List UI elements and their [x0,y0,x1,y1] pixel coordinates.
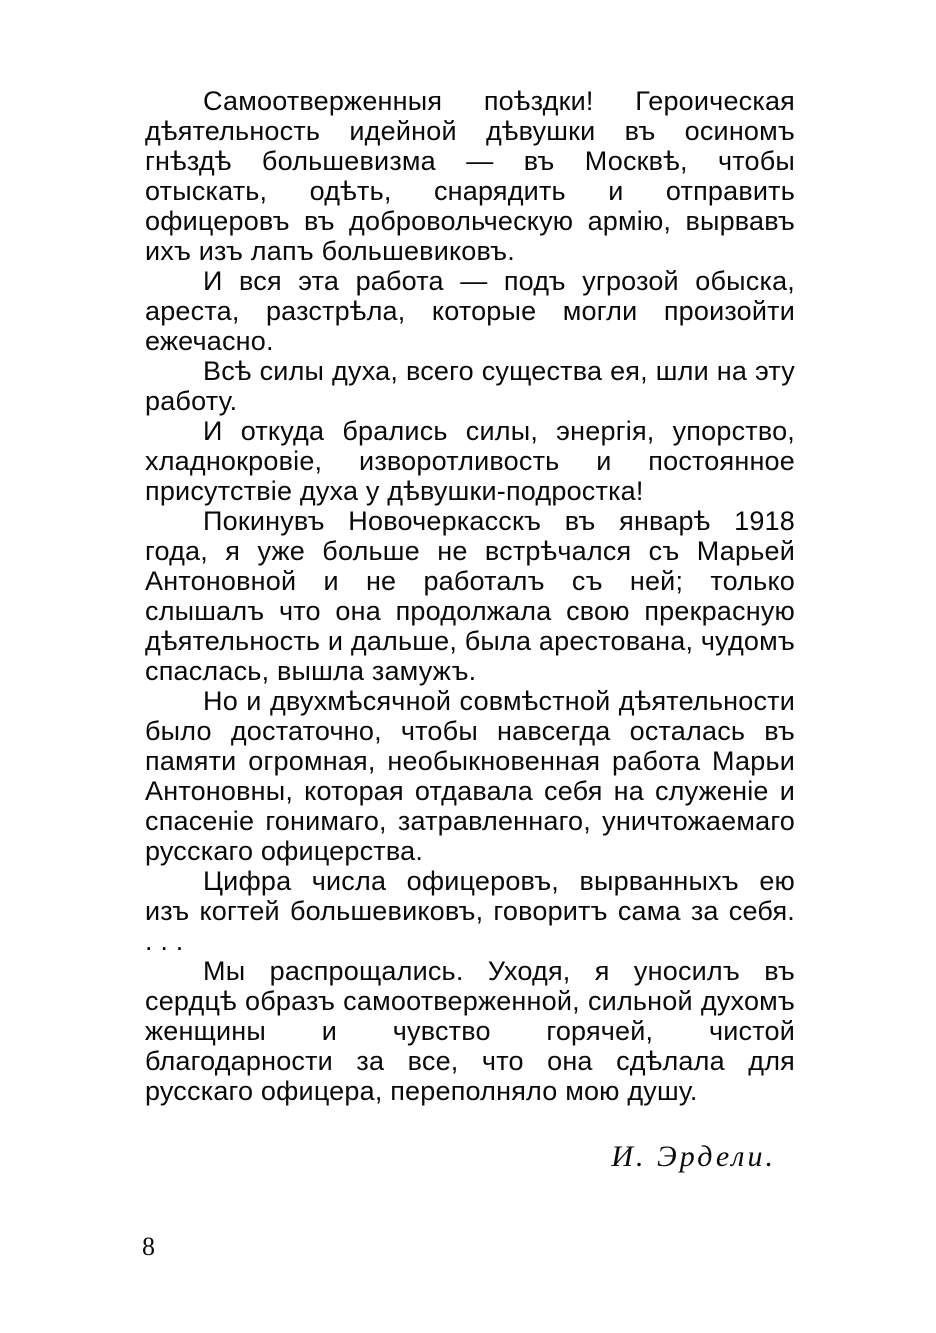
paragraph: Мы распрощались. Уходя, я уносилъ въ сердцѣ образъ самоотверженной, сильной духомъ женщины и чувство горячей, чистой благодарности за все, что она сдѣлала для русскаго офицера, переполняло мою душу. [145,956,795,1106]
paragraph: Самоотверженныя поѣздки! Героическая дѣятельность идейной дѣвушки въ осиномъ гнѣздѣ большевизма — въ Москвѣ, чтобы отыскать, одѣть, снарядить и отправить офицеровъ въ добровольческую армію, вырвавъ ихъ изъ лапъ большевиковъ. [145,86,795,266]
body-text [145,86,795,1106]
author-signature: И. Эрдели. [611,1140,776,1173]
paragraph: Покинувъ Новочеркасскъ въ январѣ 1918 года, я уже больше не встрѣчался съ Марьей Антоновной и не работалъ съ ней; только слышалъ что она продолжала свою прекрасную дѣятельность и дальше, была арестована, чудомъ спаслась, вышла замужъ. [145,506,795,686]
page-number: 8 [142,1232,155,1261]
paragraph: Цифра числа офицеровъ, вырванныхъ ею изъ когтей большевиковъ, говоритъ сама за себя. . . . [145,866,795,956]
paragraph: И вся эта работа — подъ угрозой обыска, ареста, разстрѣла, которые могли произойти ежечасно. [145,266,795,356]
paragraph: Всѣ силы духа, всего существа ея, шли на эту работу. [145,356,795,416]
paragraph: Но и двухмѣсячной совмѣстной дѣятельности было достаточно, чтобы навсегда осталась въ памяти огромная, необыкновенная работа Марьи Антоновны, которая отдавала себя на служеніе и спасеніе гонимаго, затравленнаго, уничтожаемаго русскаго офицерства. [145,686,795,866]
paragraph: И откуда брались силы, энергія, упорство, хладнокровіе, изворотливость и постоянное присутствіе духа у дѣвушки-подростка! [145,416,795,506]
